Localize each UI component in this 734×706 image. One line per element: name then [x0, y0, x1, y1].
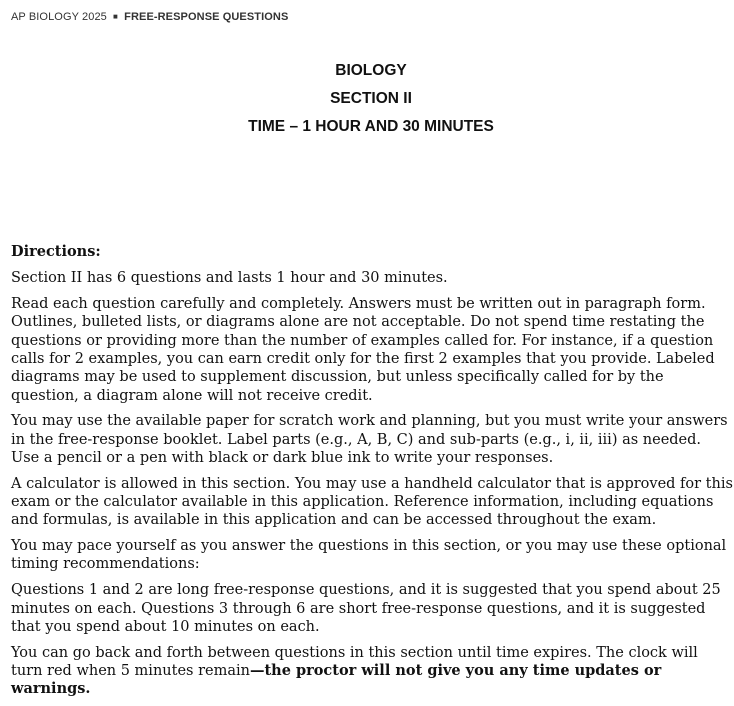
directions-warning: —the proctor will not give you any time updates or warnings. — [11, 661, 662, 698]
section-title-block — [0, 60, 734, 144]
title-time: TIME – 1 HOUR AND 30 MINUTES — [248, 118, 494, 135]
directions-paragraph-5: You may pace yourself as you answer the questions in this section, or you may use these optional timing recommendations: — [11, 538, 727, 573]
directions-paragraph-7-text: You can go back and forth between questions in this section until time expires. The clock will turn red when 5 minutes remain — [11, 644, 698, 679]
exam-label: AP BIOLOGY 2025 — [11, 11, 107, 23]
page-header — [11, 11, 288, 23]
header-separator-icon: ■ — [113, 12, 118, 21]
directions-paragraph-2: Read each question carefully and completely. Answers must be written out in paragraph form. Outlines, bulleted lists, or diagrams alone are not acceptable. Do not spend time restating the questions or providing more than the number of examples called for. For instance, if a question calls for 2 examples, you can earn credit only for the first 2 examples that you provide. Labeled diagrams may be used to supplement discussion, but unless specifically called for by the question, a diagram alone will not receive credit. — [11, 296, 715, 404]
directions-paragraph-6: Questions 1 and 2 are long free-response questions, and it is suggested that you spend about 25 minutes on each. Questions 3 through 6 are short free-response questions, and it is suggested that you spend about 10 minutes on each. — [11, 582, 721, 635]
directions-paragraph-7 — [11, 644, 733, 699]
section-label: FREE-RESPONSE QUESTIONS — [124, 11, 289, 23]
title-subject: BIOLOGY — [335, 62, 407, 79]
directions-block — [11, 243, 733, 706]
title-section: SECTION II — [330, 90, 412, 107]
directions-paragraph-4: A calculator is allowed in this section. You may use a handheld calculator that is approved for this exam or the calculator available in this application. Reference information, including equations and formulas, is available in this application and can be accessed throughout the exam. — [11, 475, 733, 529]
directions-heading: Directions: — [11, 243, 101, 260]
directions-paragraph-1: Section II has 6 questions and lasts 1 hour and 30 minutes. — [11, 270, 448, 287]
directions-paragraph-3: You may use the available paper for scratch work and planning, but you must write your answers in the free-response booklet. Label parts (e.g., A, B, C) and sub-parts (e.g., i, ii, iii) as needed. Use a pencil or a pen with black or dark blue ink to write your responses. — [11, 413, 728, 466]
